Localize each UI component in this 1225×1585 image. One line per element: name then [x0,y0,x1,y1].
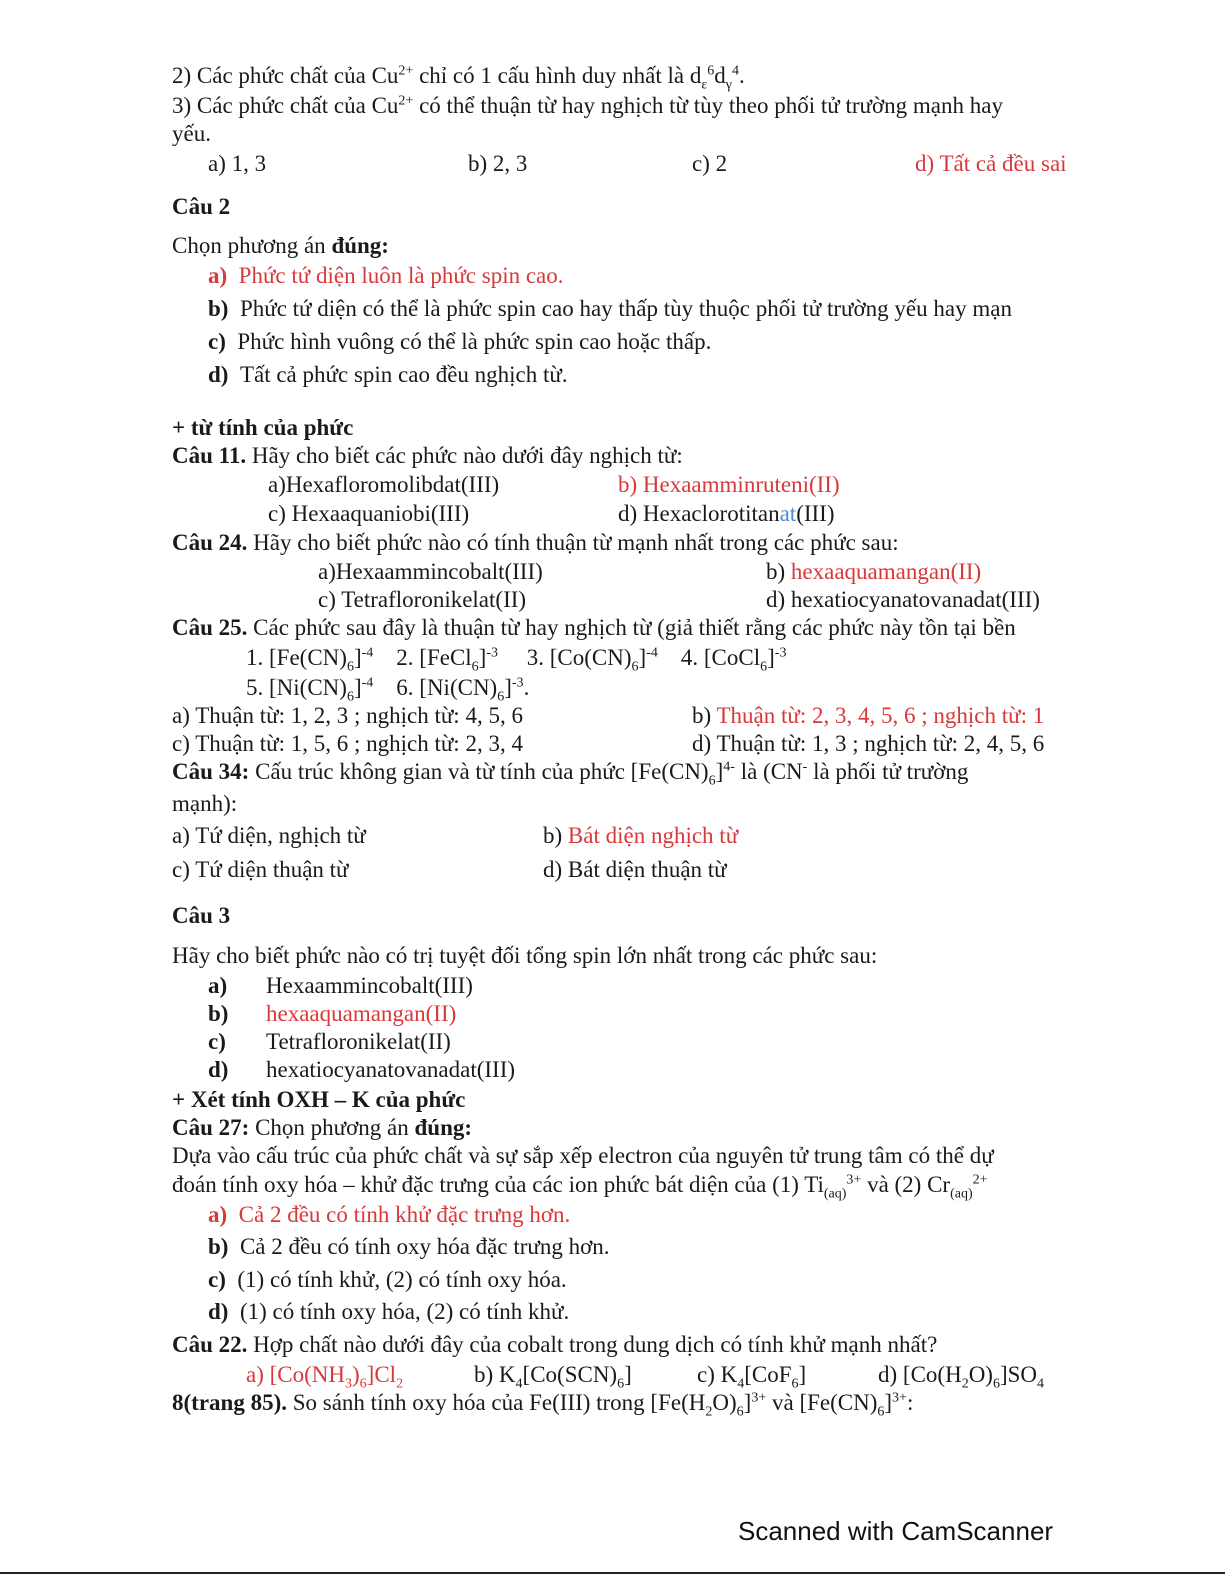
cau3-option-b: b) hexaaquamangan(II) [208,1001,457,1026]
cau34-option-c: c) Tứ diện thuận từ [172,857,349,882]
cau22-option-d: d) $[Co(H_2O)_6]SO_4$ [878,1362,1045,1392]
section-tu-tinh: + từ tính của phức [172,415,354,440]
cau34-option-d: d) Bát diện thuận từ [543,857,727,882]
cau2-title: Câu 2 [172,194,231,219]
cau11-option-c: c) Hexaaquaniobi(III) [268,501,470,526]
cau25-option-a: a) Thuận từ: 1, 2, 3 ; nghịch từ: 4, 5, 6 [172,703,523,728]
statement-3: 3) Các phức chất của $Cu^{2+}$ có thể thuận từ hay nghịch từ tùy theo phối tử trường mạnh hay [172,93,1003,118]
cau22-question: Câu 22. Hợp chất nào dưới đây của cobalt trong dung dịch có tính khử mạnh nhất? [172,1332,938,1357]
cau27-option-b: b) Cả 2 đều có tính oxy hóa đặc trưng hơn. [208,1234,610,1259]
cau3-title: Câu 3 [172,903,231,928]
cau27-context-2: đoán tính oxy hóa – khử đặc trưng của các ion phức bát diện của (1) $Ti_{(aq)}^{3+}$ và (2) $Cr_{(aq)}^{2+}$ [172,1172,988,1202]
cau24-option-c: c) Tetrafloronikelat(II) [318,587,527,612]
cau27-option-d: d) (1) có tính oxy hóa, (2) có tính khử. [208,1299,570,1324]
cau11-option-b: b) Hexaamminruteni(II) [618,472,840,497]
cau25-option-b: b) Thuận từ: 2, 3, 4, 5, 6 ; nghịch từ: 1 [692,703,1045,728]
cau3-question: Hãy cho biết phức nào có trị tuyệt đối tổng spin lớn nhất trong các phức sau: [172,943,878,968]
bottom-divider [0,1572,1225,1574]
cau34-question: Câu 34: Cấu trúc không gian và từ tính của phức $[Fe(CN)_6]^{4-}$ là (CN- là phối tử trường [172,759,969,789]
cau2-prompt: Chọn phương án đúng: [172,233,389,258]
cau3-option-c: c) Tetrafloronikelat(II) [208,1029,451,1054]
cau34-option-a: a) Tứ diện, nghịch từ [172,823,366,848]
cau11-option-d: d) Hexaclorotitanat(III) [618,501,835,526]
cau24-option-b: b) hexaaquamangan(II) [766,559,982,584]
cau27-option-c: c) (1) có tính khử, (2) có tính oxy hóa. [208,1267,567,1292]
cau25-formulas-2: 5. $[Ni(CN)_6]^{-4}$ 6. $[Ni(CN)_6]^{-3}$. [246,675,530,705]
intro-option-d: d) Tất cả đều sai [915,151,1067,176]
cau2-option-c: c) Phức hình vuông có thể là phức spin cao hoặc thấp. [208,329,712,354]
cau25-option-c: c) Thuận từ: 1, 5, 6 ; nghịch từ: 2, 3, 4 [172,731,523,756]
cau24-question: Câu 24. Hãy cho biết phức nào có tính thuận từ mạnh nhất trong các phức sau: [172,530,899,555]
cau3-option-d: d) hexatiocyanatovanadat(III) [208,1057,516,1082]
statement-2: 2) Các phức chất của $Cu^{2+}$ chỉ có 1 cấu hình duy nhất là $d_\varepsilon^6d_\gamma^4$. [172,63,745,93]
cau2-option-a: a) Phức tứ diện luôn là phức spin cao. [208,263,564,288]
cau22-option-c: c) $K_4[CoF_6]$ [697,1362,807,1392]
cau24-option-a: a)Hexaammincobalt(III) [318,559,543,584]
intro-option-b: b) 2, 3 [468,151,528,176]
cau27-context-1: Dựa vào cấu trúc của phức chất và sự sắp xếp electron của nguyên tử trung tâm có thể dự [172,1143,994,1168]
cau2-option-b: b) Phức tứ diện có thể là phức spin cao hay thấp tùy thuộc phối tử trường yếu hay mạn [208,296,1012,321]
cau22-option-b: b) $K_4[Co(SCN)_6]$ [474,1362,632,1392]
camscanner-watermark: Scanned with CamScanner [738,1516,1054,1546]
cau11-question: Câu 11. Hãy cho biết các phức nào dưới đây nghịch từ: [172,443,683,468]
section-oxh: + Xét tính OXH – K của phức [172,1087,466,1112]
cau25-formulas-1: 1. $[Fe(CN)_6]^{-4}$ 2. [FeCl$_6$]$^{-3}$ 3. $[Co(CN)_6]^{-4}$ 4. [CoCl$_6$]$^{-3}$ [246,645,787,675]
cau11-option-a: a)Hexafloromolibdat(III) [268,472,500,497]
cau24-option-d: d) hexatiocyanatovanadat(III) [766,587,1040,612]
cau25-question: Câu 25. Các phức sau đây là thuận từ hay nghịch từ (giả thiết rằng các phức này tồn tại bền [172,615,1016,640]
cau8-question: 8(trang 85). So sánh tính oxy hóa của Fe(III) trong $[Fe(H_2O)_6]^{3+}$ và $[Fe(CN)_6]^{3+}$: [172,1390,914,1420]
cau27-option-a: a) Cả 2 đều có tính khử đặc trưng hơn. [208,1202,571,1227]
cau34-option-b: b) Bát diện nghịch từ [543,823,739,848]
cau27-question: Câu 27: Chọn phương án đúng: [172,1115,473,1140]
intro-option-a: a) 1, 3 [208,151,267,176]
cau25-option-d: d) Thuận từ: 1, 3 ; nghịch từ: 2, 4, 5, 6 [692,731,1045,756]
cau2-option-d: d) Tất cả phức spin cao đều nghịch từ. [208,362,568,387]
statement-3-cont: yếu. [172,121,211,146]
cau22-option-a: a) $[Co(NH_3)_6]Cl_2$ [246,1362,404,1392]
cau3-option-a: a) Hexaammincobalt(III) [208,973,473,998]
intro-option-c: c) 2 [692,151,728,176]
cau34-question-cont: mạnh): [172,791,238,816]
